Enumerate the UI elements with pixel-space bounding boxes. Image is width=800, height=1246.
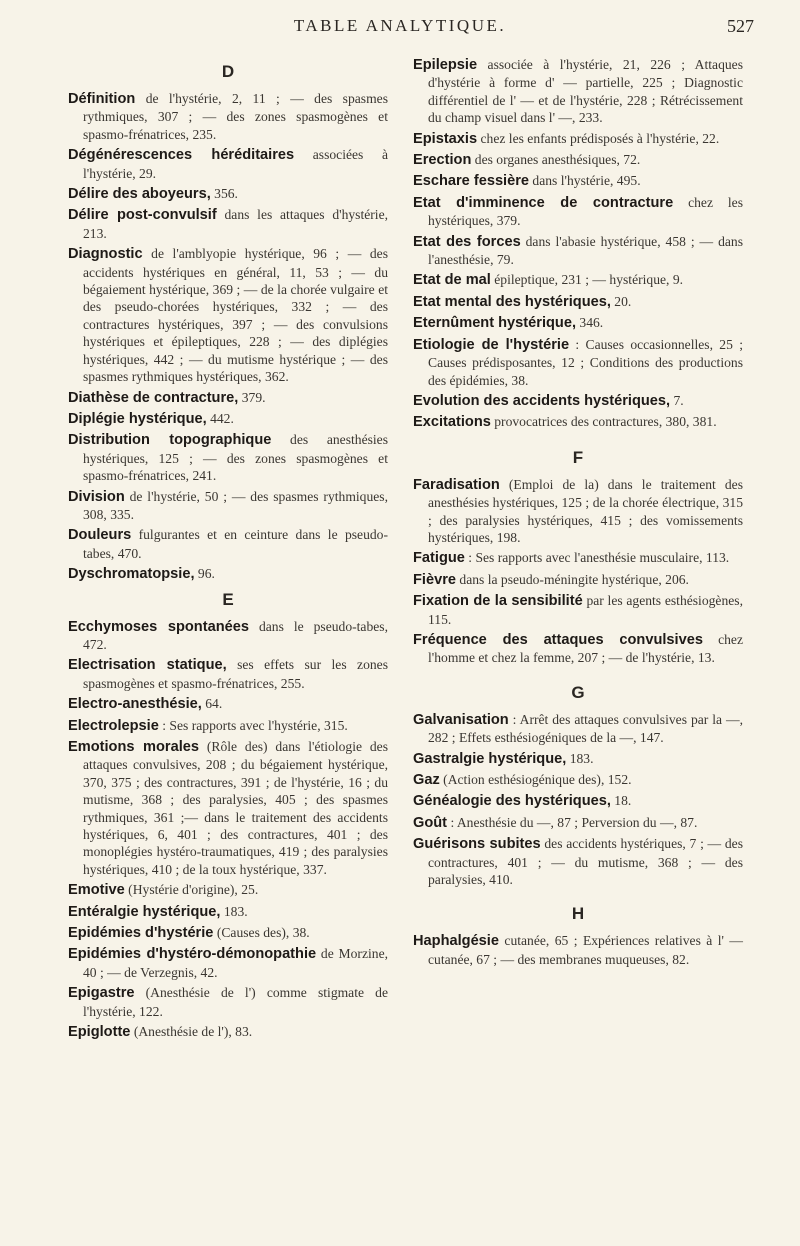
index-entry	[68, 738, 388, 878]
entry-description: de Morzine, 40 ; — de Verzegnis, 42.	[83, 946, 388, 980]
entry-description: (Causes des), 38.	[213, 925, 310, 941]
index-entry	[413, 56, 743, 127]
index-entry	[413, 549, 743, 567]
entry-term: Ecchymoses spontanées	[68, 618, 249, 635]
index-entry	[413, 792, 743, 810]
entry-term: Etat des forces	[413, 233, 521, 250]
section-letter-f: F	[572, 447, 584, 467]
entry-description: cutanée, 65 ; Expériences relatives à l' — cutanée, 67 ; — des membranes muqueuses, 82.	[428, 933, 743, 967]
index-entry	[68, 206, 388, 242]
entry-description: des organes anesthésiques, 72.	[471, 152, 641, 168]
section-letter-h: H	[571, 904, 585, 924]
entry-description: (Emploi de la) dans le traitement des anesthésies hystériques, 125 ; de la chorée électrique, 315 ; des paralysies hystériques, 415 ; des vomissements hystériques, 198.	[428, 476, 743, 545]
index-entry	[413, 130, 743, 148]
entry-description: dans l'abasie hystérique, 458 ; — dans l'anesthésie, 79.	[428, 233, 743, 268]
entry-description: 18.	[610, 793, 632, 809]
entry-description: : Causes occasionnelles, 25 ; Causes prédisposantes, 12 ; Conditions des productions des épidémies, 38.	[428, 336, 743, 388]
entry-description: dans l'hystérie, 495.	[529, 173, 641, 189]
index-entry	[413, 631, 743, 667]
entry-term: Etat d'imminence de contracture	[413, 194, 674, 211]
entry-term: Epigastre	[68, 985, 135, 1002]
entry-description: (Anesthésie de l') comme stigmate de l'hystérie, 122.	[83, 985, 388, 1019]
index-entry	[413, 314, 743, 332]
index-entry	[413, 172, 743, 190]
entry-term: Excitations	[413, 414, 491, 431]
entry-description: provocatrices des contractures, 380, 381.	[490, 414, 717, 430]
entry-term: Electrisation statique,	[68, 657, 227, 674]
entry-description: de l'amblyopie hystérique, 96 ; — des accidents hystériques en général, 11, 53 ; — du bégaiement hystérique, 369 ; — de la chorée vulgaire et des pseudo-chorées hystériques, 332 ; — des contractures hystériques, 397 ; — des convulsions hystériques et épileptiques, 228 ; — des diplégies hystériques, 442 ; — du mutisme hystérique ; — des spasmes rythmiques hystériques, 362.	[83, 246, 388, 385]
entry-term: Délire des aboyeurs,	[68, 186, 211, 203]
index-entry	[68, 924, 388, 942]
entry-term: Etat mental des hystériques,	[413, 293, 611, 310]
entry-description: 183.	[566, 750, 594, 766]
entry-term: Epidémies d'hystérie	[68, 925, 214, 942]
entry-term: Diagnostic	[68, 246, 143, 263]
entry-description: ses effets sur les zones spasmogènes et spasmo-frénatrices, 255.	[83, 657, 389, 691]
entry-description: 7.	[670, 392, 684, 408]
entry-description: dans les attaques d'hystérie, 213.	[83, 207, 389, 241]
entry-description: (Anesthésie de l'), 83.	[130, 1024, 253, 1040]
entry-description: (Rôle des) dans l'étiologie des attaques convulsives, 208 ; du bégaiement hystérique, 370, 375 ; des contractures, 391 ; de l'hystérie, 16 ; du mutisme, 368 ; des paralysies, 405 ; des spasmes rythmiques, 361 ;— dans le traitement des accidents hystériques, 6, 401 ; des contractures, 401 ; des monoplégies hystéro-traumatiques, 419 ; des paralysies hystériques, 410 ; de la toux hystérique, 337.	[83, 739, 388, 877]
index-entry	[413, 392, 743, 410]
entry-description: 183.	[220, 903, 248, 919]
entry-term: Evolution des accidents hystériques,	[413, 392, 671, 409]
index-entry	[68, 565, 388, 583]
entry-description: : Ses rapports avec l'hystérie, 315.	[158, 717, 348, 733]
entry-term: Emotions morales	[68, 739, 199, 755]
entry-term: Fièvre	[413, 571, 456, 588]
index-entry	[68, 389, 388, 407]
entry-description: des accidents hystériques, 7 ; — des contractures, 401 ; — du mutisme, 368 ; — des paralysies, 410.	[428, 836, 743, 888]
index-entry	[413, 711, 743, 747]
entry-description: : Anesthésie du —, 87 ; Perversion du —, 87.	[447, 814, 698, 830]
entry-term: Fixation de la sensibilité	[413, 593, 583, 610]
index-entry	[68, 1023, 388, 1041]
entry-description: chez les enfants prédisposés à l'hystérie, 22.	[477, 130, 720, 146]
entry-description: épileptique, 231 ; — hystérique, 9.	[490, 272, 684, 288]
entry-description: (Action esthésiogénique des), 152.	[439, 772, 632, 787]
entry-term: Guérisons subites	[413, 836, 541, 853]
entry-term: Gaz	[413, 772, 440, 788]
entry-description: par les agents esthésiogènes, 115.	[428, 593, 743, 627]
entry-description: associée à l'hystérie, 21, 226 ; Attaques d'hystérie à forme d' — partielle, 225 ; Diagnostic différentiel de l' — et de l'hystérie, 228 ; Rétrécissement du champ visuel dans l' —, 233.	[428, 57, 743, 126]
index-entry	[413, 835, 743, 888]
index-entry	[68, 881, 388, 899]
entry-term: Galvanisation	[413, 711, 509, 728]
entry-term: Etat de mal	[413, 272, 491, 289]
index-entry	[68, 146, 388, 182]
section-letter-d: D	[221, 62, 235, 81]
index-entry	[413, 293, 743, 311]
entry-term: Eternûment hystérique,	[413, 315, 576, 332]
index-entry	[413, 750, 743, 768]
entry-description: associées à l'hystérie, 29.	[83, 147, 388, 181]
entry-description: chez les hystériques, 379.	[428, 194, 743, 229]
index-entry	[68, 903, 388, 921]
entry-term: Epilepsie	[413, 57, 478, 73]
index-entry	[68, 526, 388, 562]
index-entry	[68, 410, 388, 428]
index-entry	[413, 271, 743, 289]
entry-term: Epidémies d'hystéro-démonopathie	[68, 946, 317, 963]
entry-description: : Arrêt des attaques convulsives par la —, 282 ; Effets esthésiogéniques de la —, 147.	[428, 711, 743, 746]
entry-term: Dyschromatopsie,	[68, 566, 195, 583]
index-entry	[68, 656, 388, 692]
entry-term: Diathèse de contracture,	[68, 389, 239, 406]
entry-term: Epiglotte	[68, 1024, 131, 1041]
index-entry	[413, 233, 743, 269]
index-entry	[413, 151, 743, 169]
index-entry	[68, 185, 388, 203]
index-entry	[413, 814, 743, 832]
entry-term: Erection	[413, 152, 472, 169]
entry-description: 356.	[210, 186, 238, 202]
entry-term: Faradisation	[413, 476, 500, 493]
entry-description: des anesthésies hystériques, 125 ; — des zones spasmogènes et spasmo-frénatrices, 241.	[83, 432, 388, 484]
section-letter-g: G	[571, 682, 585, 702]
entry-term: Electro-anesthésie,	[68, 696, 202, 713]
entry-term: Généalogie des hystériques,	[413, 793, 611, 810]
entry-term: Gastralgie hystérique,	[413, 750, 567, 767]
section-letter-e: E	[222, 589, 234, 609]
index-entry	[413, 413, 743, 431]
entry-description: 442.	[206, 410, 234, 426]
entry-term: Emotive	[68, 882, 125, 899]
entry-term: Fatigue	[413, 550, 465, 567]
entry-term: Distribution topographique	[68, 432, 272, 449]
index-column-right	[413, 56, 743, 971]
index-entry	[413, 476, 743, 547]
entry-description: de l'hystérie, 50 ; — des spasmes rythmiques, 308, 335.	[83, 488, 388, 522]
index-entry	[68, 431, 388, 484]
entry-term: Douleurs	[68, 527, 132, 544]
entry-description: 379.	[238, 389, 266, 405]
entry-term: Dégénérescences héréditaires	[68, 147, 295, 164]
entry-description: dans la pseudo-méningite hystérique, 206.	[456, 571, 689, 587]
index-column-left	[68, 56, 388, 1045]
entry-description: (Hystérie d'origine), 25.	[124, 882, 259, 898]
index-entry	[68, 695, 388, 713]
entry-description: chez l'homme et chez la femme, 207 ; — de l'hystérie, 13.	[428, 631, 744, 666]
running-title: TABLE ANALYTIQUE.	[293, 16, 507, 35]
index-entry	[68, 90, 388, 143]
index-entry	[68, 717, 388, 735]
index-entry	[413, 932, 743, 968]
index-entry	[68, 618, 388, 654]
entry-term: Fréquence des attaques convulsives	[413, 631, 703, 648]
entry-term: Division	[68, 488, 125, 505]
index-entry	[413, 592, 743, 628]
entry-term: Diplégie hystérique,	[68, 410, 207, 427]
entry-description: : Ses rapports avec l'anesthésie musculaire, 113.	[464, 550, 730, 566]
entry-term: Etiologie de l'hystérie	[413, 336, 570, 353]
index-entry	[68, 945, 388, 981]
entry-term: Eschare fessière	[413, 173, 530, 190]
page-number: 527	[727, 16, 754, 36]
entry-description: 346.	[576, 315, 604, 331]
index-entry	[413, 336, 743, 389]
entry-description: de l'hystérie, 2, 11 ; — des spasmes rythmiques, 307 ; — des zones spasmogènes et spasmo-frénatrices, 235.	[83, 91, 388, 142]
entry-description: 20.	[610, 293, 632, 309]
entry-description: dans le pseudo-tabes, 472.	[83, 618, 388, 652]
page-header	[0, 16, 800, 40]
index-entry	[413, 194, 743, 230]
entry-term: Entéralgie hystérique,	[68, 903, 221, 920]
entry-description: fulgurantes et en ceinture dans le pseudo-tabes, 470.	[83, 527, 388, 561]
index-entry	[413, 771, 743, 789]
entry-description: 64.	[201, 696, 223, 712]
entry-term: Délire post-convulsif	[68, 207, 217, 224]
entry-description: 96.	[194, 566, 215, 582]
index-entry	[68, 245, 388, 385]
entry-term: Electrolepsie	[68, 717, 159, 734]
entry-term: Epistaxis	[413, 130, 478, 147]
index-entry	[413, 571, 743, 589]
entry-term: Définition	[68, 91, 136, 107]
index-entry	[68, 984, 388, 1020]
entry-term: Haphalgésie	[413, 933, 499, 950]
entry-term: Goût	[413, 814, 448, 831]
index-entry	[68, 488, 388, 524]
